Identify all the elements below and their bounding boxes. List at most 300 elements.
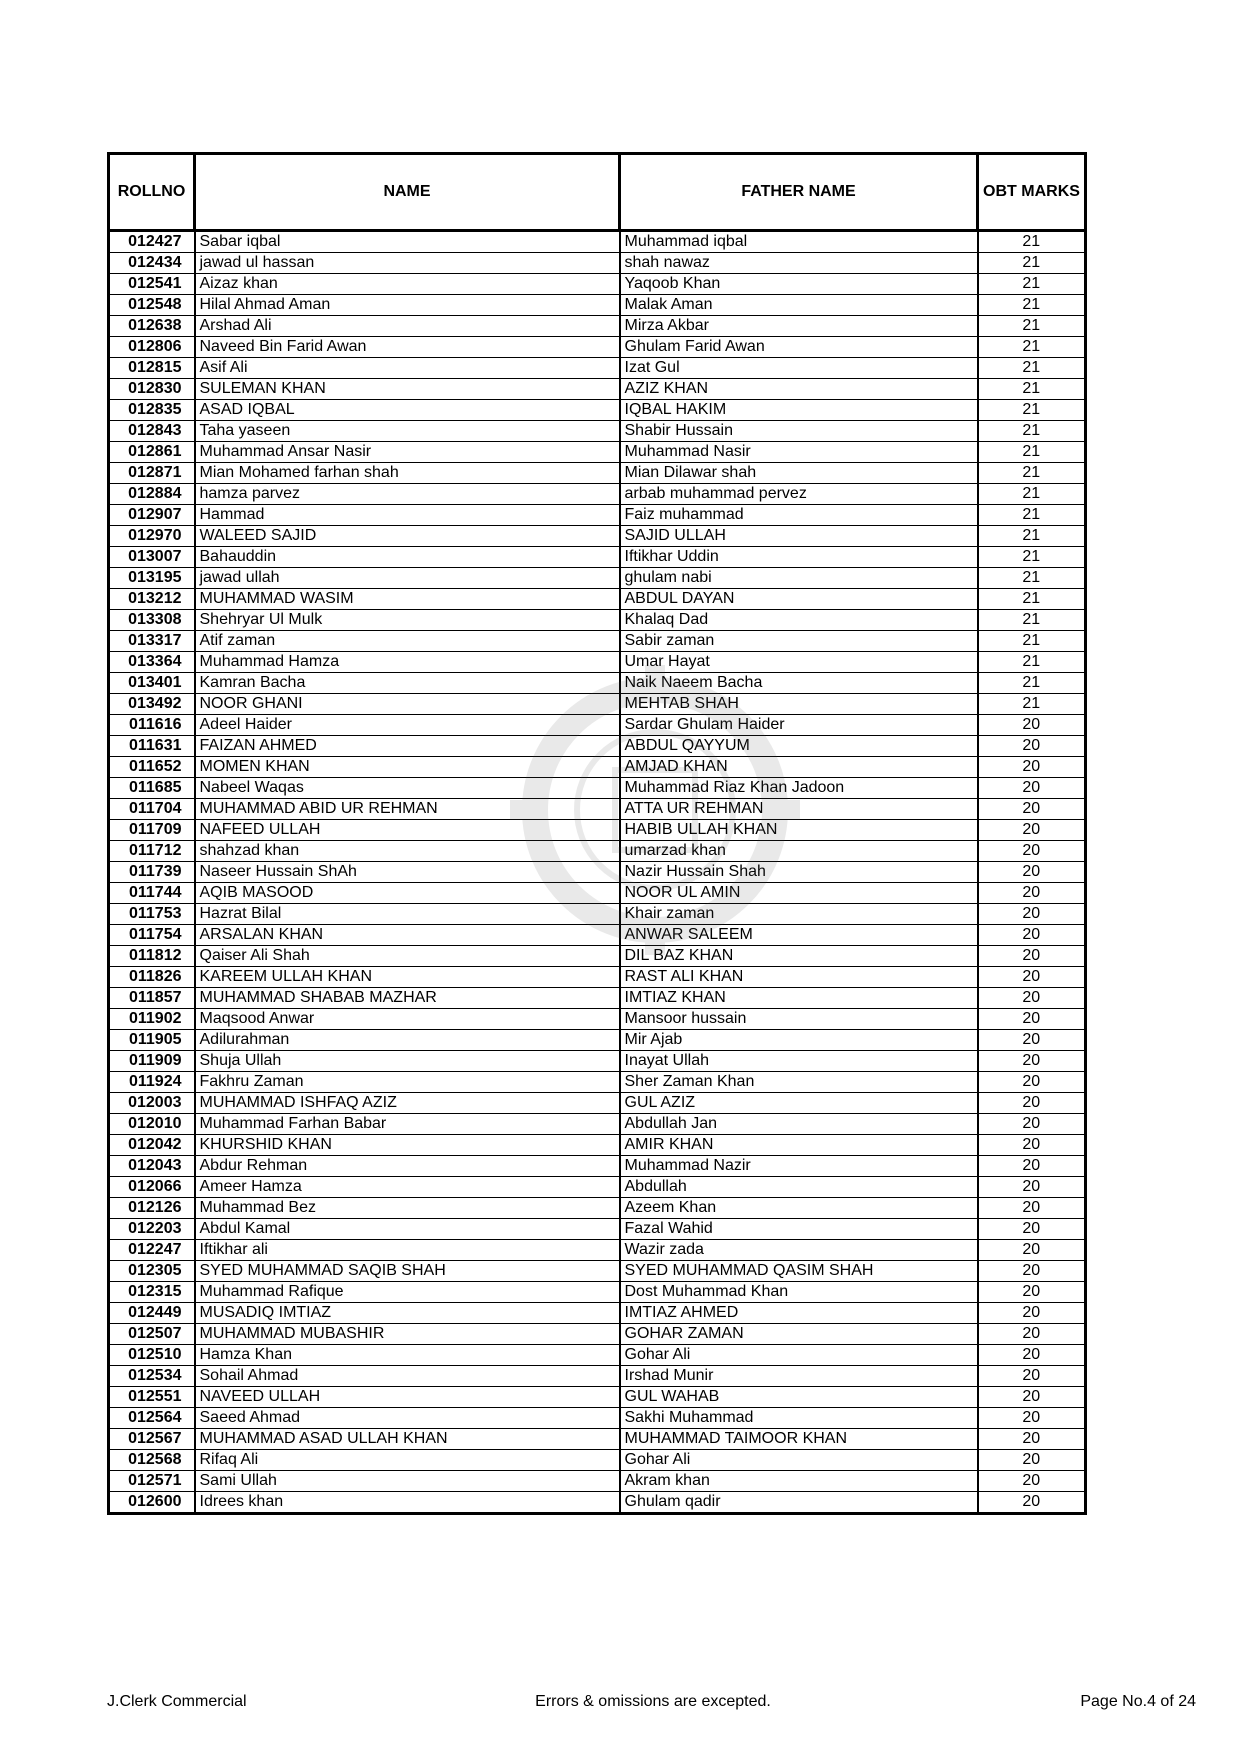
row-rollno: 013317 bbox=[109, 631, 195, 652]
table-row bbox=[109, 694, 1086, 715]
table-row bbox=[109, 1324, 1086, 1345]
row-father-name: Naik Naeem Bacha bbox=[620, 673, 978, 694]
row-name: Asif Ali bbox=[195, 358, 620, 379]
row-father-name: Khair zaman bbox=[620, 904, 978, 925]
row-father-name: IQBAL HAKIM bbox=[620, 400, 978, 421]
row-obt-marks: 20 bbox=[978, 1135, 1086, 1156]
row-name: Adilurahman bbox=[195, 1030, 620, 1051]
table-header-row bbox=[109, 154, 1086, 231]
table-row bbox=[109, 463, 1086, 484]
row-name: Muhammad Hamza bbox=[195, 652, 620, 673]
table-row bbox=[109, 652, 1086, 673]
row-rollno: 012571 bbox=[109, 1471, 195, 1492]
header-obt-marks: OBT MARKS bbox=[978, 154, 1086, 231]
row-rollno: 011905 bbox=[109, 1030, 195, 1051]
row-name: Atif zaman bbox=[195, 631, 620, 652]
table-row bbox=[109, 862, 1086, 883]
row-obt-marks: 20 bbox=[978, 1030, 1086, 1051]
row-name: MUHAMMAD ASAD ULLAH KHAN bbox=[195, 1429, 620, 1450]
row-father-name: Abdullah Jan bbox=[620, 1114, 978, 1135]
row-father-name: DIL BAZ KHAN bbox=[620, 946, 978, 967]
row-name: Nabeel Waqas bbox=[195, 778, 620, 799]
table-row bbox=[109, 379, 1086, 400]
row-father-name: ABDUL DAYAN bbox=[620, 589, 978, 610]
row-obt-marks: 20 bbox=[978, 1324, 1086, 1345]
row-obt-marks: 20 bbox=[978, 1177, 1086, 1198]
table-row bbox=[109, 484, 1086, 505]
table-row bbox=[109, 988, 1086, 1009]
row-father-name: ABDUL QAYYUM bbox=[620, 736, 978, 757]
row-obt-marks: 20 bbox=[978, 799, 1086, 820]
row-obt-marks: 20 bbox=[978, 1093, 1086, 1114]
row-rollno: 011631 bbox=[109, 736, 195, 757]
row-father-name: AZIZ KHAN bbox=[620, 379, 978, 400]
row-obt-marks: 21 bbox=[978, 484, 1086, 505]
table-row bbox=[109, 841, 1086, 862]
row-obt-marks: 21 bbox=[978, 421, 1086, 442]
row-name: ASAD IQBAL bbox=[195, 400, 620, 421]
row-name: SULEMAN KHAN bbox=[195, 379, 620, 400]
row-obt-marks: 20 bbox=[978, 1366, 1086, 1387]
row-rollno: 012203 bbox=[109, 1219, 195, 1240]
row-rollno: 012247 bbox=[109, 1240, 195, 1261]
row-obt-marks: 20 bbox=[978, 946, 1086, 967]
row-father-name: Yaqoob Khan bbox=[620, 274, 978, 295]
row-name: MUHAMMAD MUBASHIR bbox=[195, 1324, 620, 1345]
row-obt-marks: 21 bbox=[978, 694, 1086, 715]
table-row bbox=[109, 1114, 1086, 1135]
row-father-name: MEHTAB SHAH bbox=[620, 694, 978, 715]
row-father-name: Fazal Wahid bbox=[620, 1219, 978, 1240]
row-rollno: 012434 bbox=[109, 253, 195, 274]
row-obt-marks: 21 bbox=[978, 610, 1086, 631]
table-row bbox=[109, 1135, 1086, 1156]
row-father-name: Khalaq Dad bbox=[620, 610, 978, 631]
row-obt-marks: 21 bbox=[978, 337, 1086, 358]
row-father-name: GUL WAHAB bbox=[620, 1387, 978, 1408]
row-father-name: Shabir Hussain bbox=[620, 421, 978, 442]
row-obt-marks: 20 bbox=[978, 1450, 1086, 1471]
row-rollno: 012043 bbox=[109, 1156, 195, 1177]
table-row bbox=[109, 883, 1086, 904]
row-name: Hammad bbox=[195, 505, 620, 526]
row-rollno: 011685 bbox=[109, 778, 195, 799]
row-father-name: Muhammad iqbal bbox=[620, 231, 978, 253]
row-obt-marks: 20 bbox=[978, 883, 1086, 904]
row-obt-marks: 20 bbox=[978, 1114, 1086, 1135]
row-father-name: Faiz muhammad bbox=[620, 505, 978, 526]
row-rollno: 011739 bbox=[109, 862, 195, 883]
row-father-name: Abdullah bbox=[620, 1177, 978, 1198]
row-name: AQIB MASOOD bbox=[195, 883, 620, 904]
row-rollno: 011616 bbox=[109, 715, 195, 736]
table-row bbox=[109, 1219, 1086, 1240]
row-obt-marks: 20 bbox=[978, 1429, 1086, 1450]
table-row bbox=[109, 778, 1086, 799]
row-name: ARSALAN KHAN bbox=[195, 925, 620, 946]
table-row bbox=[109, 1450, 1086, 1471]
row-father-name: Muhammad Riaz Khan Jadoon bbox=[620, 778, 978, 799]
row-name: Ameer Hamza bbox=[195, 1177, 620, 1198]
row-father-name: Sher Zaman Khan bbox=[620, 1072, 978, 1093]
table-body bbox=[109, 231, 1086, 1514]
row-obt-marks: 21 bbox=[978, 652, 1086, 673]
table-row bbox=[109, 1198, 1086, 1219]
row-obt-marks: 20 bbox=[978, 1072, 1086, 1093]
row-rollno: 012449 bbox=[109, 1303, 195, 1324]
table-row bbox=[109, 904, 1086, 925]
row-obt-marks: 20 bbox=[978, 1198, 1086, 1219]
row-rollno: 012567 bbox=[109, 1429, 195, 1450]
row-obt-marks: 20 bbox=[978, 715, 1086, 736]
row-rollno: 012600 bbox=[109, 1492, 195, 1514]
row-father-name: Izat Gul bbox=[620, 358, 978, 379]
row-rollno: 012835 bbox=[109, 400, 195, 421]
row-rollno: 013007 bbox=[109, 547, 195, 568]
table-row bbox=[109, 1282, 1086, 1303]
row-obt-marks: 20 bbox=[978, 736, 1086, 757]
row-obt-marks: 21 bbox=[978, 505, 1086, 526]
row-father-name: shah nawaz bbox=[620, 253, 978, 274]
row-name: Aizaz khan bbox=[195, 274, 620, 295]
row-rollno: 012541 bbox=[109, 274, 195, 295]
row-name: Sohail Ahmad bbox=[195, 1366, 620, 1387]
row-father-name: Mansoor hussain bbox=[620, 1009, 978, 1030]
row-father-name: ANWAR SALEEM bbox=[620, 925, 978, 946]
row-rollno: 011812 bbox=[109, 946, 195, 967]
table-row bbox=[109, 1408, 1086, 1429]
row-rollno: 012010 bbox=[109, 1114, 195, 1135]
row-obt-marks: 21 bbox=[978, 526, 1086, 547]
row-name: Muhammad Rafique bbox=[195, 1282, 620, 1303]
row-rollno: 013364 bbox=[109, 652, 195, 673]
row-name: MUSADIQ IMTIAZ bbox=[195, 1303, 620, 1324]
row-father-name: Nazir Hussain Shah bbox=[620, 862, 978, 883]
row-name: Muhammad Farhan Babar bbox=[195, 1114, 620, 1135]
row-obt-marks: 21 bbox=[978, 295, 1086, 316]
row-obt-marks: 21 bbox=[978, 379, 1086, 400]
row-obt-marks: 21 bbox=[978, 547, 1086, 568]
row-obt-marks: 20 bbox=[978, 1219, 1086, 1240]
row-name: Naveed Bin Farid Awan bbox=[195, 337, 620, 358]
row-father-name: IMTIAZ AHMED bbox=[620, 1303, 978, 1324]
row-obt-marks: 21 bbox=[978, 463, 1086, 484]
header-rollno: ROLLNO bbox=[109, 154, 195, 231]
row-obt-marks: 20 bbox=[978, 1051, 1086, 1072]
footer-page-number: Page No.4 of 24 bbox=[1080, 1693, 1196, 1710]
row-father-name: ghulam nabi bbox=[620, 568, 978, 589]
row-name: Maqsood Anwar bbox=[195, 1009, 620, 1030]
row-rollno: 011712 bbox=[109, 841, 195, 862]
row-father-name: Ghulam Farid Awan bbox=[620, 337, 978, 358]
row-rollno: 012510 bbox=[109, 1345, 195, 1366]
row-obt-marks: 20 bbox=[978, 1408, 1086, 1429]
row-obt-marks: 21 bbox=[978, 673, 1086, 694]
table-row bbox=[109, 736, 1086, 757]
row-obt-marks: 21 bbox=[978, 442, 1086, 463]
row-name: Iftikhar ali bbox=[195, 1240, 620, 1261]
row-obt-marks: 21 bbox=[978, 358, 1086, 379]
footer-center: Errors & omissions are excepted. bbox=[535, 1693, 771, 1710]
row-father-name: SYED MUHAMMAD QASIM SHAH bbox=[620, 1261, 978, 1282]
row-father-name: Sakhi Muhammad bbox=[620, 1408, 978, 1429]
row-father-name: Mirza Akbar bbox=[620, 316, 978, 337]
table-row bbox=[109, 295, 1086, 316]
row-father-name: Sardar Ghulam Haider bbox=[620, 715, 978, 736]
table-row bbox=[109, 1345, 1086, 1366]
row-obt-marks: 20 bbox=[978, 988, 1086, 1009]
row-name: Saeed Ahmad bbox=[195, 1408, 620, 1429]
table-row bbox=[109, 1177, 1086, 1198]
table-row bbox=[109, 631, 1086, 652]
row-name: Sabar iqbal bbox=[195, 231, 620, 253]
row-name: Naseer Hussain ShAh bbox=[195, 862, 620, 883]
row-obt-marks: 21 bbox=[978, 568, 1086, 589]
row-name: Kamran Bacha bbox=[195, 673, 620, 694]
row-obt-marks: 21 bbox=[978, 253, 1086, 274]
table-row bbox=[109, 1471, 1086, 1492]
row-obt-marks: 20 bbox=[978, 1303, 1086, 1324]
table-row bbox=[109, 673, 1086, 694]
row-father-name: Muhammad Nasir bbox=[620, 442, 978, 463]
row-obt-marks: 21 bbox=[978, 400, 1086, 421]
row-obt-marks: 20 bbox=[978, 1471, 1086, 1492]
row-name: Abdul Kamal bbox=[195, 1219, 620, 1240]
table-row bbox=[109, 1366, 1086, 1387]
row-name: Abdur Rehman bbox=[195, 1156, 620, 1177]
row-rollno: 012042 bbox=[109, 1135, 195, 1156]
row-father-name: Sabir zaman bbox=[620, 631, 978, 652]
row-rollno: 012568 bbox=[109, 1450, 195, 1471]
row-name: Fakhru Zaman bbox=[195, 1072, 620, 1093]
row-father-name: Akram khan bbox=[620, 1471, 978, 1492]
row-father-name: Irshad Munir bbox=[620, 1366, 978, 1387]
row-obt-marks: 20 bbox=[978, 778, 1086, 799]
row-father-name: HABIB ULLAH KHAN bbox=[620, 820, 978, 841]
row-father-name: Gohar Ali bbox=[620, 1345, 978, 1366]
row-name: Bahauddin bbox=[195, 547, 620, 568]
row-rollno: 012534 bbox=[109, 1366, 195, 1387]
table-row bbox=[109, 1240, 1086, 1261]
row-name: FAIZAN AHMED bbox=[195, 736, 620, 757]
row-name: KAREEM ULLAH KHAN bbox=[195, 967, 620, 988]
row-rollno: 011924 bbox=[109, 1072, 195, 1093]
table-row bbox=[109, 1009, 1086, 1030]
row-obt-marks: 20 bbox=[978, 820, 1086, 841]
row-rollno: 012551 bbox=[109, 1387, 195, 1408]
row-name: Adeel Haider bbox=[195, 715, 620, 736]
row-rollno: 011753 bbox=[109, 904, 195, 925]
row-rollno: 013492 bbox=[109, 694, 195, 715]
row-father-name: Azeem Khan bbox=[620, 1198, 978, 1219]
row-name: jawad ullah bbox=[195, 568, 620, 589]
row-name: shahzad khan bbox=[195, 841, 620, 862]
footer-left: J.Clerk Commercial bbox=[107, 1693, 247, 1710]
table-row bbox=[109, 1156, 1086, 1177]
row-obt-marks: 20 bbox=[978, 1282, 1086, 1303]
table-row bbox=[109, 757, 1086, 778]
table-row bbox=[109, 1492, 1086, 1514]
row-rollno: 013401 bbox=[109, 673, 195, 694]
table-row bbox=[109, 799, 1086, 820]
row-father-name: Inayat Ullah bbox=[620, 1051, 978, 1072]
row-name: Arshad Ali bbox=[195, 316, 620, 337]
row-name: WALEED SAJID bbox=[195, 526, 620, 547]
table-row bbox=[109, 421, 1086, 442]
table-row bbox=[109, 505, 1086, 526]
row-father-name: arbab muhammad pervez bbox=[620, 484, 978, 505]
results-table bbox=[107, 152, 1087, 1515]
table-row bbox=[109, 967, 1086, 988]
row-rollno: 011709 bbox=[109, 820, 195, 841]
row-obt-marks: 21 bbox=[978, 316, 1086, 337]
row-name: MUHAMMAD WASIM bbox=[195, 589, 620, 610]
row-name: KHURSHID KHAN bbox=[195, 1135, 620, 1156]
row-name: NOOR GHANI bbox=[195, 694, 620, 715]
row-rollno: 012507 bbox=[109, 1324, 195, 1345]
row-name: MUHAMMAD SHABAB MAZHAR bbox=[195, 988, 620, 1009]
row-rollno: 011826 bbox=[109, 967, 195, 988]
row-obt-marks: 20 bbox=[978, 1345, 1086, 1366]
row-obt-marks: 20 bbox=[978, 841, 1086, 862]
row-obt-marks: 20 bbox=[978, 1492, 1086, 1514]
row-father-name: Iftikhar Uddin bbox=[620, 547, 978, 568]
row-obt-marks: 20 bbox=[978, 862, 1086, 883]
row-obt-marks: 20 bbox=[978, 1156, 1086, 1177]
row-rollno: 011902 bbox=[109, 1009, 195, 1030]
row-name: Sami Ullah bbox=[195, 1471, 620, 1492]
row-name: Hilal Ahmad Aman bbox=[195, 295, 620, 316]
row-obt-marks: 21 bbox=[978, 589, 1086, 610]
row-father-name: AMIR KHAN bbox=[620, 1135, 978, 1156]
row-father-name: Gohar Ali bbox=[620, 1450, 978, 1471]
row-rollno: 012003 bbox=[109, 1093, 195, 1114]
row-rollno: 012548 bbox=[109, 295, 195, 316]
table-row bbox=[109, 253, 1086, 274]
row-name: Idrees khan bbox=[195, 1492, 620, 1514]
row-name: Shehryar Ul Mulk bbox=[195, 610, 620, 631]
table-row bbox=[109, 568, 1086, 589]
row-father-name: AMJAD KHAN bbox=[620, 757, 978, 778]
table-row bbox=[109, 925, 1086, 946]
table-row bbox=[109, 231, 1086, 253]
row-name: Mian Mohamed farhan shah bbox=[195, 463, 620, 484]
row-father-name: Mian Dilawar shah bbox=[620, 463, 978, 484]
row-father-name: GOHAR ZAMAN bbox=[620, 1324, 978, 1345]
row-name: hamza parvez bbox=[195, 484, 620, 505]
row-rollno: 011744 bbox=[109, 883, 195, 904]
table-row bbox=[109, 358, 1086, 379]
row-obt-marks: 20 bbox=[978, 967, 1086, 988]
row-rollno: 012427 bbox=[109, 231, 195, 253]
row-rollno: 011704 bbox=[109, 799, 195, 820]
table-row bbox=[109, 274, 1086, 295]
table-row bbox=[109, 526, 1086, 547]
row-name: NAVEED ULLAH bbox=[195, 1387, 620, 1408]
row-rollno: 012638 bbox=[109, 316, 195, 337]
row-obt-marks: 20 bbox=[978, 904, 1086, 925]
row-rollno: 012564 bbox=[109, 1408, 195, 1429]
row-name: MUHAMMAD ISHFAQ AZIZ bbox=[195, 1093, 620, 1114]
row-father-name: Wazir zada bbox=[620, 1240, 978, 1261]
row-name: Muhammad Ansar Nasir bbox=[195, 442, 620, 463]
row-rollno: 011909 bbox=[109, 1051, 195, 1072]
table-row bbox=[109, 1261, 1086, 1282]
table-row bbox=[109, 1030, 1086, 1051]
row-father-name: Ghulam qadir bbox=[620, 1492, 978, 1514]
row-father-name: MUHAMMAD TAIMOOR KHAN bbox=[620, 1429, 978, 1450]
row-father-name: RAST ALI KHAN bbox=[620, 967, 978, 988]
row-rollno: 011857 bbox=[109, 988, 195, 1009]
table-row bbox=[109, 442, 1086, 463]
row-father-name: umarzad khan bbox=[620, 841, 978, 862]
row-father-name: IMTIAZ KHAN bbox=[620, 988, 978, 1009]
row-obt-marks: 20 bbox=[978, 1240, 1086, 1261]
row-rollno: 012884 bbox=[109, 484, 195, 505]
header-name: NAME bbox=[195, 154, 620, 231]
row-name: MUHAMMAD ABID UR REHMAN bbox=[195, 799, 620, 820]
row-rollno: 013308 bbox=[109, 610, 195, 631]
row-name: Rifaq Ali bbox=[195, 1450, 620, 1471]
table-row bbox=[109, 316, 1086, 337]
row-name: SYED MUHAMMAD SAQIB SHAH bbox=[195, 1261, 620, 1282]
row-name: Muhammad Bez bbox=[195, 1198, 620, 1219]
row-rollno: 012861 bbox=[109, 442, 195, 463]
row-rollno: 012970 bbox=[109, 526, 195, 547]
row-rollno: 011652 bbox=[109, 757, 195, 778]
row-rollno: 012806 bbox=[109, 337, 195, 358]
row-father-name: Dost Muhammad Khan bbox=[620, 1282, 978, 1303]
row-rollno: 012907 bbox=[109, 505, 195, 526]
table-row bbox=[109, 1051, 1086, 1072]
row-rollno: 012066 bbox=[109, 1177, 195, 1198]
row-rollno: 011754 bbox=[109, 925, 195, 946]
row-rollno: 012871 bbox=[109, 463, 195, 484]
row-father-name: ATTA UR REHMAN bbox=[620, 799, 978, 820]
table-row bbox=[109, 610, 1086, 631]
table-row bbox=[109, 1387, 1086, 1408]
row-father-name: Umar Hayat bbox=[620, 652, 978, 673]
row-obt-marks: 20 bbox=[978, 1261, 1086, 1282]
row-father-name: SAJID ULLAH bbox=[620, 526, 978, 547]
row-obt-marks: 20 bbox=[978, 1387, 1086, 1408]
row-obt-marks: 21 bbox=[978, 631, 1086, 652]
row-rollno: 012126 bbox=[109, 1198, 195, 1219]
row-father-name: GUL AZIZ bbox=[620, 1093, 978, 1114]
row-father-name: Mir Ajab bbox=[620, 1030, 978, 1051]
table-row bbox=[109, 1429, 1086, 1450]
row-rollno: 013212 bbox=[109, 589, 195, 610]
table-row bbox=[109, 715, 1086, 736]
row-obt-marks: 21 bbox=[978, 274, 1086, 295]
row-rollno: 013195 bbox=[109, 568, 195, 589]
row-name: Hamza Khan bbox=[195, 1345, 620, 1366]
table-row bbox=[109, 1072, 1086, 1093]
row-name: jawad ul hassan bbox=[195, 253, 620, 274]
header-father-name: FATHER NAME bbox=[620, 154, 978, 231]
row-rollno: 012305 bbox=[109, 1261, 195, 1282]
row-name: Taha yaseen bbox=[195, 421, 620, 442]
table-row bbox=[109, 1093, 1086, 1114]
table-row bbox=[109, 589, 1086, 610]
row-obt-marks: 20 bbox=[978, 757, 1086, 778]
row-father-name: NOOR UL AMIN bbox=[620, 883, 978, 904]
row-rollno: 012843 bbox=[109, 421, 195, 442]
row-name: Shuja Ullah bbox=[195, 1051, 620, 1072]
row-name: Hazrat Bilal bbox=[195, 904, 620, 925]
table-row bbox=[109, 547, 1086, 568]
table-row bbox=[109, 946, 1086, 967]
